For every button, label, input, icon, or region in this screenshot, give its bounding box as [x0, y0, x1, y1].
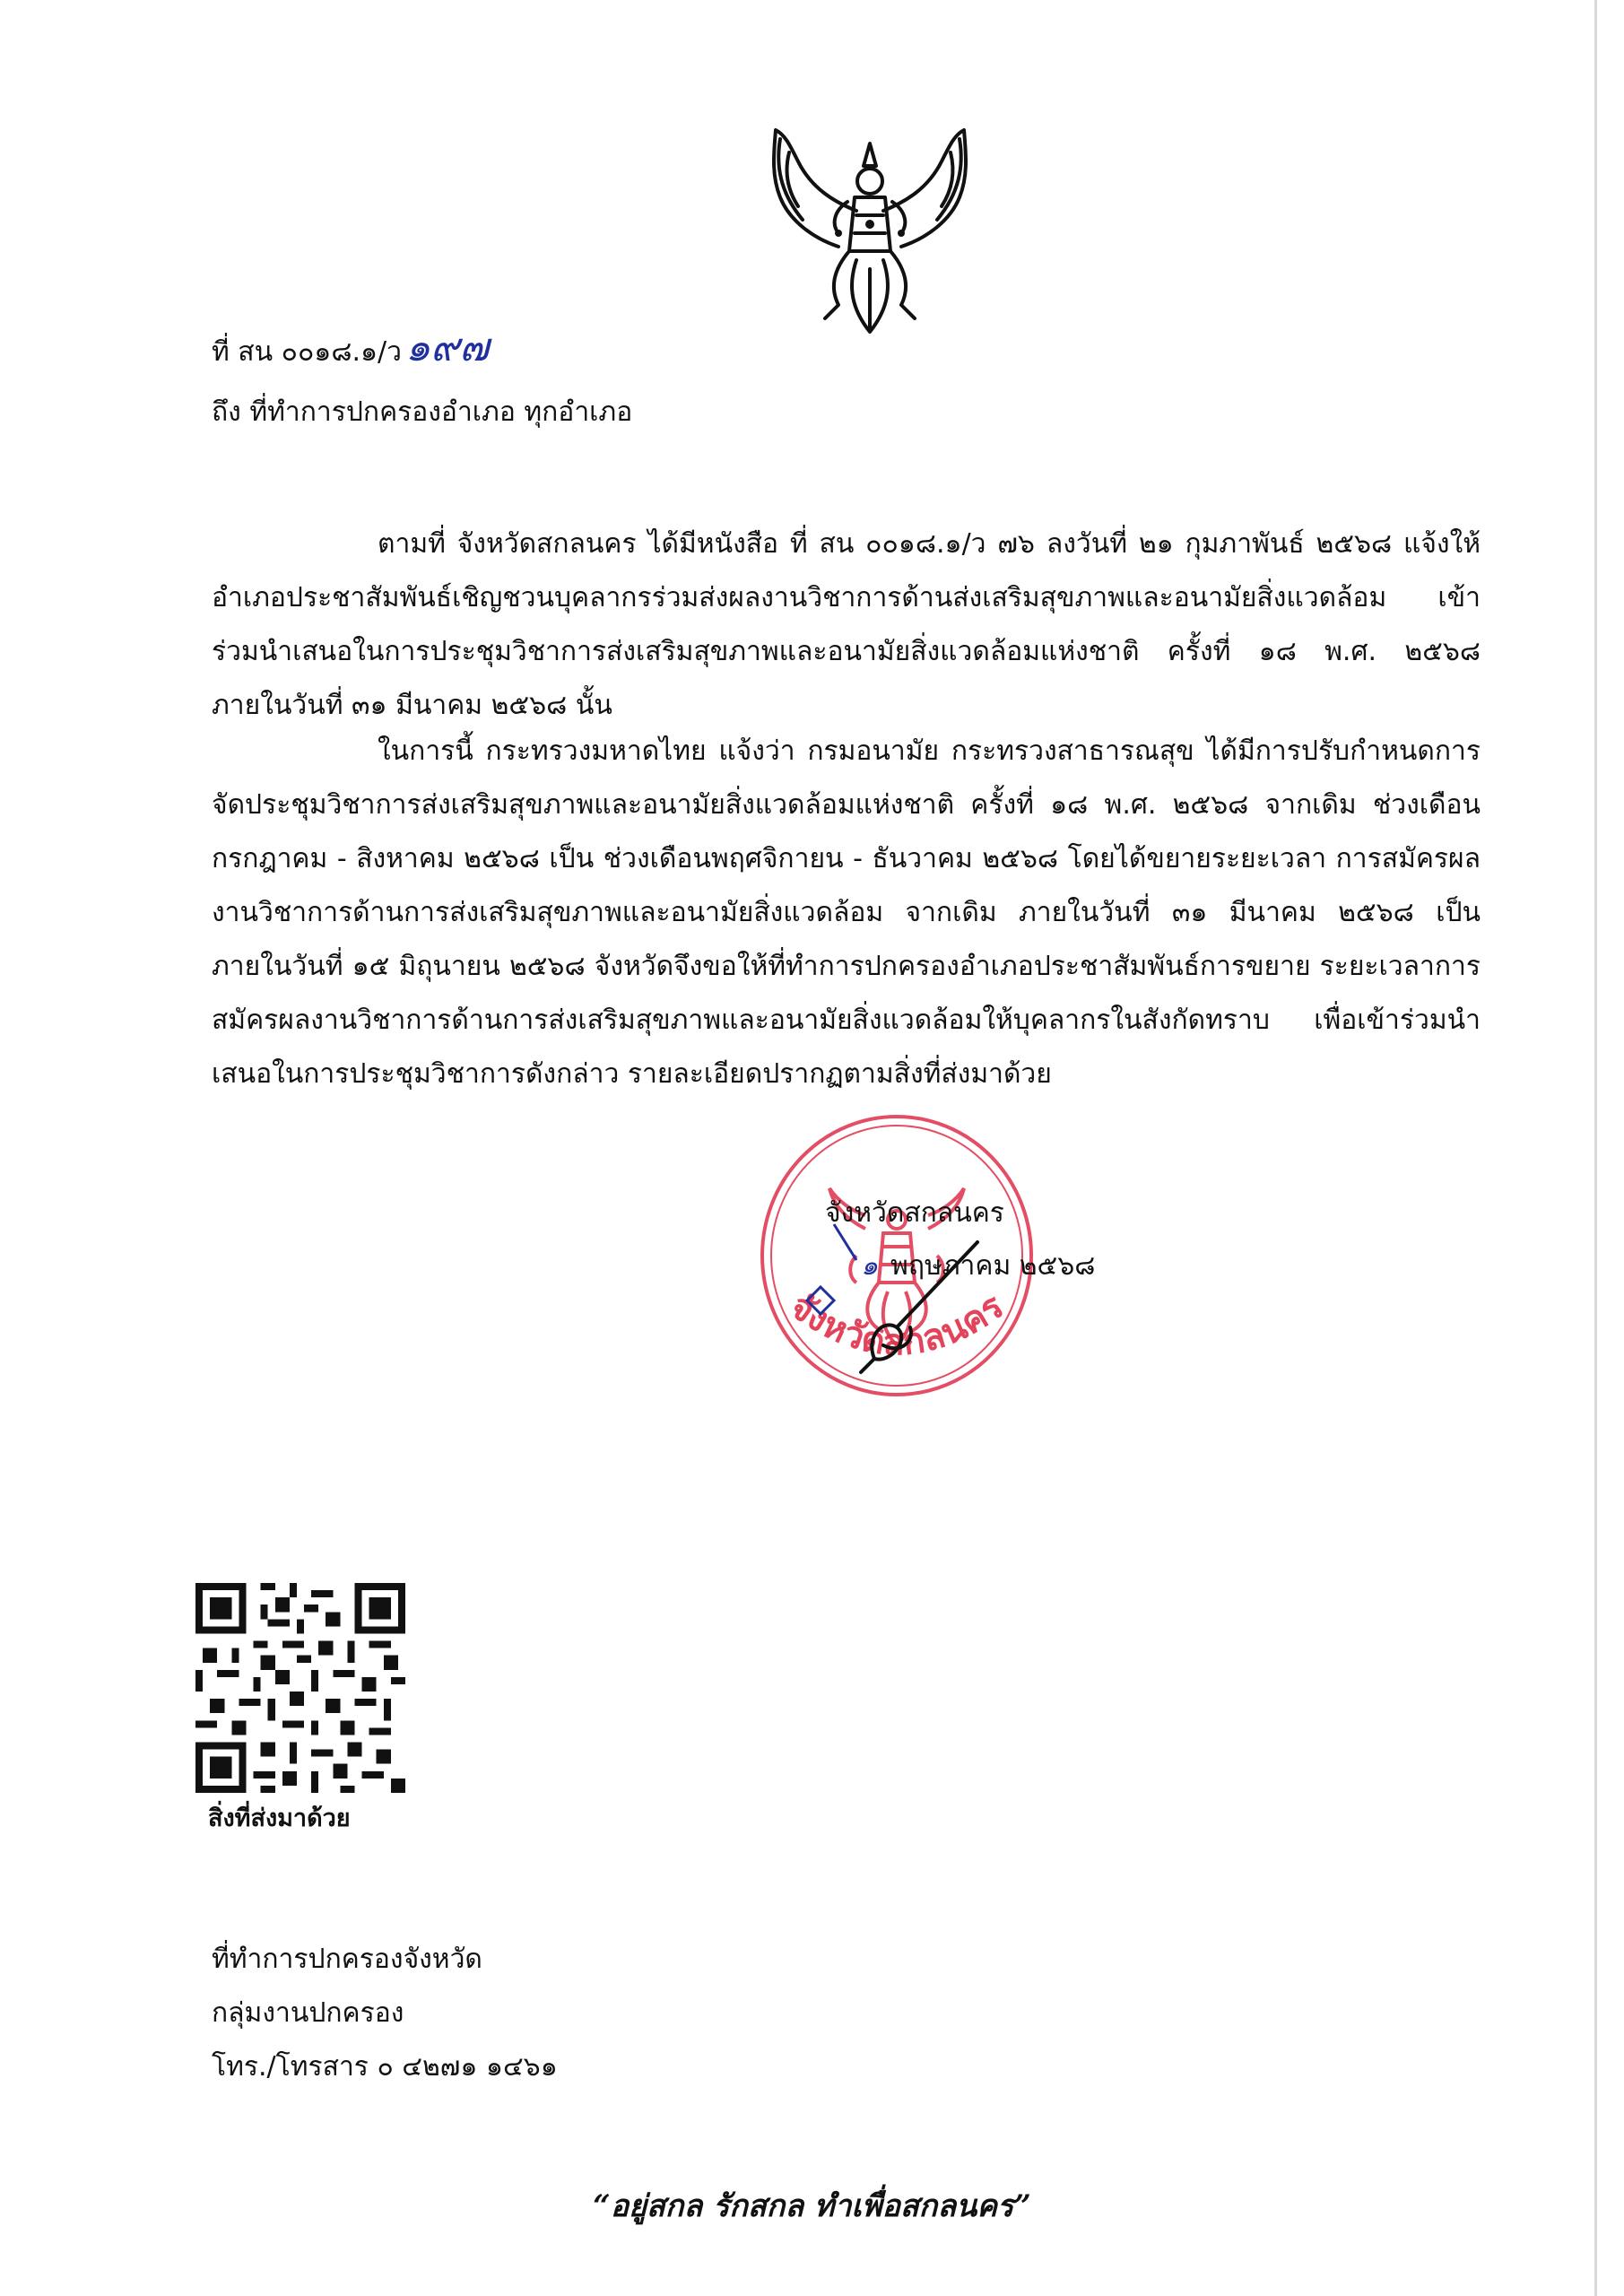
recipient-line: ถึง ที่ทำการปกครองอำเภอ ทุกอำเภอ — [212, 396, 633, 428]
reference-prefix: ที่ สน ๐๐๑๘.๑/ว — [212, 336, 403, 368]
signing-date-day: ๑ — [861, 1250, 879, 1282]
page-edge-divider — [1594, 0, 1597, 2296]
footer-office: ที่ทำการปกครองจังหวัด — [212, 1944, 482, 1975]
garuda-emblem-icon — [749, 126, 991, 341]
footer-phone: โทร./โทรสาร ๐ ๔๒๗๑ ๑๔๖๑ — [212, 2051, 558, 2083]
signing-date-month-year: พฤษภาคม ๒๕๖๘ — [890, 1250, 1096, 1282]
signing-date — [861, 1248, 1095, 1284]
attachment-qr-code[interactable] — [195, 1583, 405, 1793]
seal-text: จังหวัดสกลนคร — [782, 1285, 1012, 1364]
reference-handwritten-number: ๑๙๗ — [405, 325, 490, 370]
body-paragraph-2: ในการนี้ กระทรวงมหาดไทย แจ้งว่า กรมอนามัย กระทรวงสาธารณสุข ได้มีการปรับกำหนดการ จัดประชุมวิชาการส่งเสริมสุขภาพและอนามัยสิ่งแวดล้อมแห่งชาติ ครั้งที่ ๑๘ พ.ศ. ๒๕๖๘ จากเดิม ช่วงเดือนกรกฎาคม - สิงหาคม ๒๕๖๘ เป็น ช่วงเดือนพฤศจิกายน - ธันวาคม ๒๕๖๘ โดยได้ขยายระยะเวลา การสมัครผลงานวิชาการด้านการส่งเสริมสุขภาพและอนามัยสิ่งแวดล้อม จากเดิม ภายในวันที่ ๓๑ มีนาคม ๒๕๖๘ เป็น ภายในวันที่ ๑๕ มิถุนายน ๒๕๖๘ จังหวัดจึงขอให้ที่ทำการปกครองอำเภอประชาสัมพันธ์การขยาย ระยะเวลาการสมัครผลงานวิชาการด้านการส่งเสริมสุขภาพและอนามัยสิ่งแวดล้อมให้บุคลากรในสังกัดทราบ เพื่อเข้าร่วมนำเสนอในการประชุมวิชาการดังกล่าว รายละเอียดปรากฏตามสิ่งที่ส่งมาด้วย — [212, 735, 1481, 1090]
signing-province: จังหวัดสกลนคร — [825, 1197, 1004, 1229]
province-slogan: “อยู่สกล รักสกล ทำเพื่อสกลนคร” — [593, 2188, 1031, 2224]
reference-number — [212, 325, 490, 370]
footer-division: กลุ่มงานปกครอง — [212, 1997, 404, 2029]
body-paragraph-1: ตามที่ จังหวัดสกลนคร ได้มีหนังสือ ที่ สน ๐๐๑๘.๑/ว ๗๖ ลงวันที่ ๒๑ กุมภาพันธ์ ๒๕๖๘ แจ้งให้อำเภอประชาสัมพันธ์เชิญชวนบุคลากรร่วมส่งผลงานวิชาการด้านส่งเสริมสุขภาพและอนามัยสิ่งแวดล้อม เข้าร่วมนำเสนอในการประชุมวิชาการส่งเสริมสุขภาพและอนามัยสิ่งแวดล้อมแห่งชาติ ครั้งที่ ๑๘ พ.ศ. ๒๕๖๘ ภายในวันที่ ๓๑ มีนาคม ๒๕๖๘ นั้น — [212, 528, 1481, 721]
qr-caption: สิ่งที่ส่งมาด้วย — [208, 1805, 351, 1832]
